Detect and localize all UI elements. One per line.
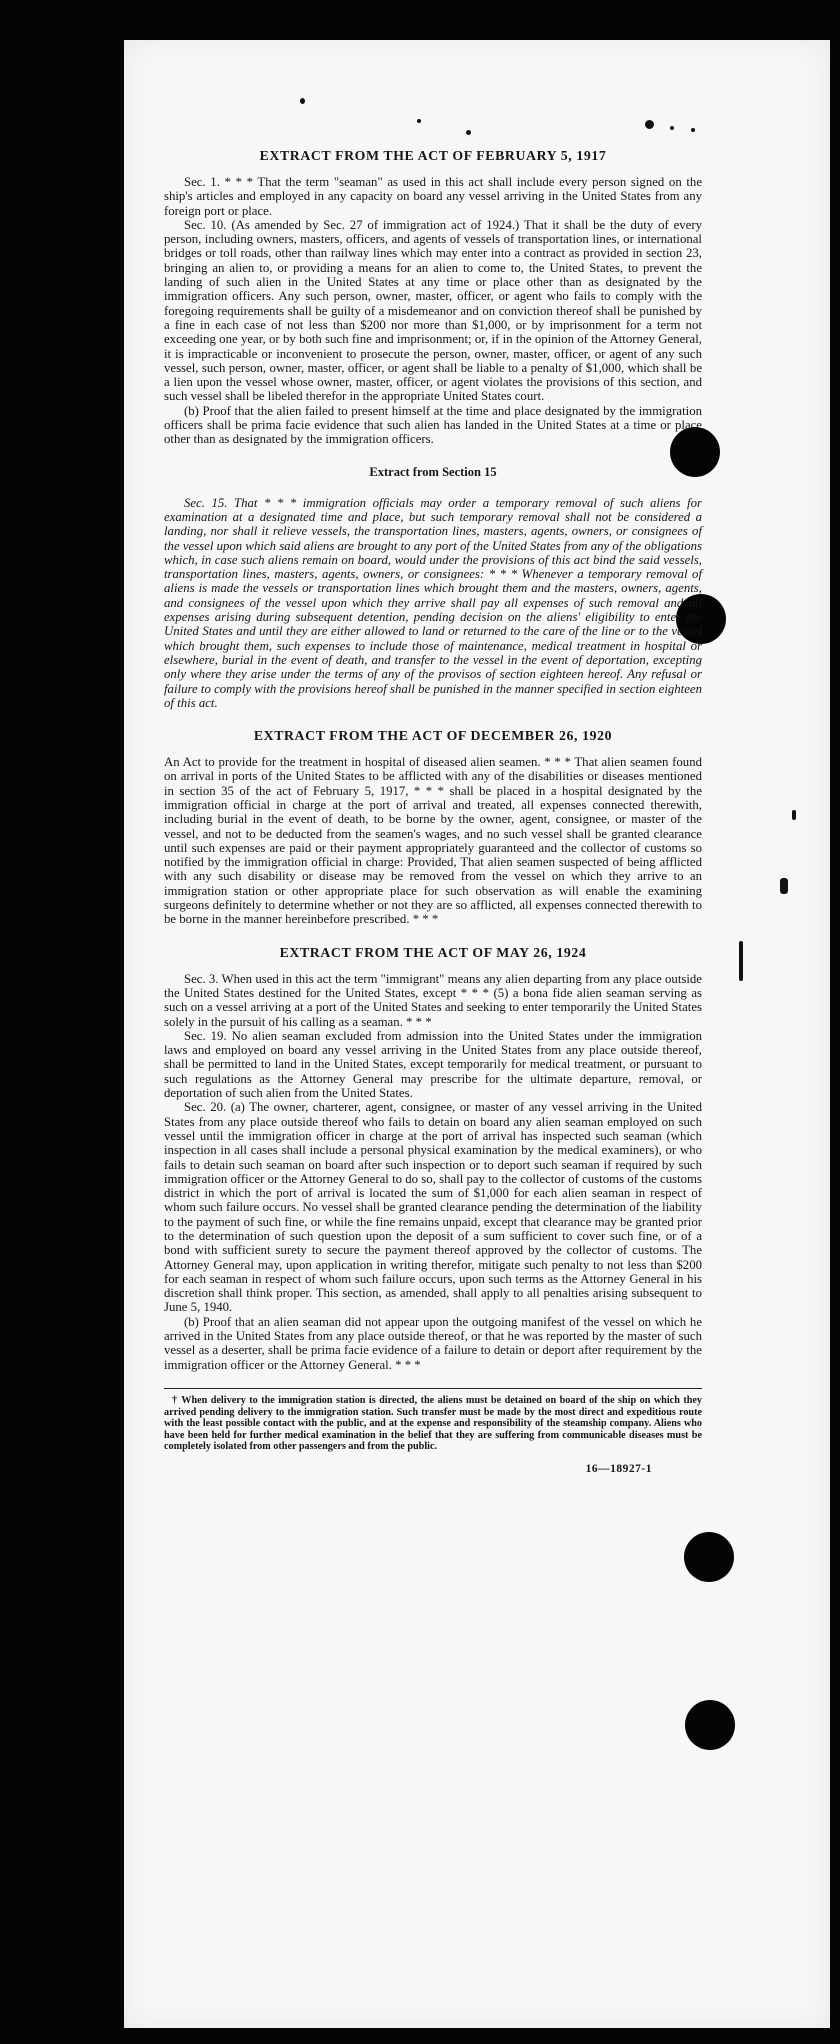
paragraph-sec-3: Sec. 3. When used in this act the term "immigrant" means any alien departing from any place outside the United States destined for the United States, except * * * (5) a bona fide alien seaman serving as such on a vessel arriving at a port of the United States and seeking to enter temporarily the United States solely in the pursuit of his calling as a seaman. * * *	[164, 971, 702, 1029]
section-heading-1924: EXTRACT FROM THE ACT OF MAY 26, 1924	[279, 944, 587, 960]
section-heading-1917: EXTRACT FROM THE ACT OF FEBRUARY 5, 1917	[259, 148, 607, 163]
document-number: 16—18927-1	[585, 1462, 652, 1475]
paragraph-act-1920: An Act to provide for the treatment in hospital of diseased alien seamen. * * * That alien seamen found on arrival in ports of the United States to be afflicted with any of the disabilities or diseases mentioned in section 35 of the act of February 5, 1917, * * * shall be placed in a hospital designated by the immigration official in charge at the port of arrival and treated, all expenses connected therewith, including burial in the event of death, to be borne by the owner, agent, consignee, or master of the vessel, and not to be deducted from the seamen's wages, and no such vessel shall be granted clearance until such expenses are paid or their payment appropriately guaranteed and the collector of customs so notified by the immigration official in charge: Provided, That alien seamen suspected of being afflicted with any such disability or disease may be removed from the vessel on which they arrive to an immigration station or other appropriate place for such observation as will enable the examining surgeons definitely to determine whether or not they are so afflicted, all expenses connected therewith to be borne in the manner hereinbefore prescribed. * * *	[164, 755, 702, 927]
ink-speck	[792, 810, 796, 820]
paragraph-sec-15: Sec. 15. That * * * immigration officials may order a temporary removal of such aliens for examination at a designated time and place, but such temporary removal shall not be considered a landing, nor shall it relieve vessels, the transportation lines, masters, agents, owners, or consignees of the vessel upon which said aliens are brought to any port of the United States from any of the obligations which, in case such aliens remain on board, would under the provisions of this act bind the said vessels, transportation lines, masters, agents, owners, or consignees: * * * Whenever a temporary removal of aliens is made the vessels or transportation lines which brought them and the masters, owners, agents, and consignees of the vessel upon which they arrive shall pay all expenses of such removal and all expenses arising during subsequent detention, pending decision on the aliens' eligibility to enter the United States and until they are either allowed to land or returned to the care of the line or to the vessel which brought them, such expenses to include those of maintenance, medical treatment in hospital or elsewhere, burial in the event of death, and transfer to the vessel in the event of deportation, excepting only where they arise under the terms of any of the provisos of section eighteen hereof. Any refusal or failure to comply with the provisions hereof shall be punished in the manner specified in section eighteen of this act.	[164, 495, 702, 710]
footnote: † When delivery to the immigration station is directed, the aliens must be detained on board of the ship on which they arrived pending delivery to the immigration station. Such transfer must be made by the most direct and expeditious route with the least possible contact with the public, and at the expense and responsibility of the steamship company. Aliens who have been held for further medical examination in the belief that they are suffering from communicable diseases must be completely isolated from other passengers and from the public.	[164, 1388, 702, 1453]
paragraph-sec-20a: Sec. 20. (a) The owner, charterer, agent, consignee, or master of any vessel arriving in the United States from any place outside thereof who fails to detain on board any alien seaman employed on such vessel until the immigration officer in charge at the port of arrival has inspected such seaman (which inspection in all cases shall include a personal physical examination by the medical examiners), or who fails to detain such seaman on board after such inspection or to deport such seaman if required by such immigration officer or the Attorney General to do so, shall pay to the collector of customs of the customs district in which the port of arrival is located the sum of $1,000 for each alien seaman in respect of whom such failure occurs. No vessel shall be granted clearance pending the determination of the liability to the payment of such fine, or while the fine remains unpaid, except that clearance may be granted prior to the determination of such question upon the deposit of a sum sufficient to cover such fine, or of a bond with sufficient surety to secure the payment thereof approved by the collector of customs. The Attorney General may, upon application in writing therefor, mitigate such penalty to not less than $200 for each seaman in respect of whom such failure occurs, upon such terms as the Attorney General in his discretion shall think proper. This section, as amended, shall apply to all penalties arising subsequent to June 5, 1940.	[164, 1100, 702, 1315]
punch-hole	[684, 1532, 734, 1582]
paragraph-sec-19: Sec. 19. No alien seaman excluded from admission into the United States under the immigration laws and employed on board any vessel arriving in the United States from any place outside thereof, shall be permitted to land in the United States, except temporarily for medical treatment, or pursuant to such regulations as the Attorney General may prescribe for the ultimate departure, removal, or deportation of such alien from the United States.	[164, 1028, 702, 1101]
document-body	[164, 60, 702, 1475]
subheading-section-15: Extract from Section 15	[369, 464, 497, 479]
paragraph-sec-10: Sec. 10. (As amended by Sec. 27 of immigration act of 1924.) That it shall be the duty of every person, including owners, masters, officers, and agents of vessels of transportation lines, or international bridges or toll roads, other than railway lines which may enter into a contract as provided in section 23, bringing an alien to, or providing a means for an alien to come to, the United States, to prevent the landing of such alien in the United States at any time or place other than as designated by the immigration officers. Any such person, owner, master, officer, or agent who fails to comply with the foregoing requirements shall be guilty of a misdemeanor and on conviction thereof shall be punished by a fine in each case of not less than $200 nor more than $1,000, or by imprisonment for a term not exceeding one year, or by both such fine and imprisonment; or, if in the opinion of the Attorney General, it is impracticable or inconvenient to prosecute the person, owner, master, officer, or agent of any such vessel, such person, owner, master, officer, or agent shall be liable to a penalty of $1,000, which shall be a lien upon the vessel whose owner, master, officer, or agent violates the provisions of this section, and such vessel shall be libeled therefor in the appropriate United States court.	[164, 217, 702, 404]
ink-speck	[739, 941, 743, 981]
section-heading-1920: EXTRACT FROM THE ACT OF DECEMBER 26, 1920	[253, 728, 613, 744]
ink-speck	[780, 878, 788, 894]
paragraph-sec-20b: (b) Proof that an alien seaman did not appear upon the outgoing manifest of the vessel on which he arrived in the United States from any place outside thereof, or that he was reported by the master of such vessel as a deserter, shall be prima facie evidence of a failure to detain or deport after requirement by the immigration officer or the Attorney General. * * *	[164, 1314, 702, 1372]
paragraph-sec-1: Sec. 1. * * * That the term "seaman" as used in this act shall include every person signed on the ship's articles and employed in any capacity on board any vessel arriving in the United States from any foreign port or place.	[164, 175, 702, 218]
paragraph-sec-10b: (b) Proof that the alien failed to present himself at the time and place designated by the immigration officers shall be prima facie evidence that such alien has landed in the United States at a time or place other than as designated by the immigration officers.	[164, 403, 702, 447]
punch-hole	[685, 1700, 735, 1750]
